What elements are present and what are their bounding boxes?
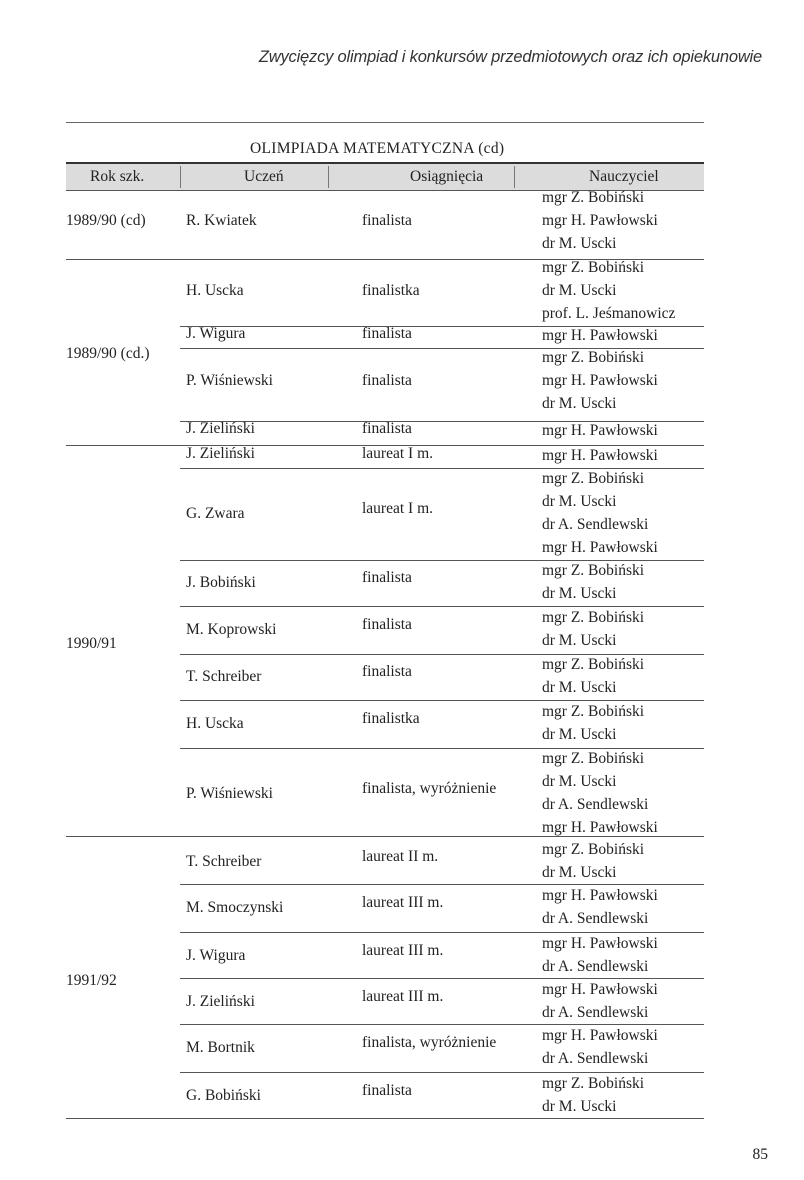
student-name: J. Wigura	[186, 946, 246, 964]
teacher-name: prof. L. Jeśmanowicz	[542, 305, 676, 322]
teacher-name: mgr H. Pawłowski	[542, 1027, 658, 1044]
achievement: finalista	[362, 420, 412, 437]
teacher-name: dr A. Sendlewski	[542, 796, 649, 813]
teacher-name: mgr H. Pawłowski	[542, 819, 658, 836]
header-separator	[514, 166, 515, 188]
teacher-name: mgr Z. Bobiński	[542, 349, 645, 366]
teacher-name: dr A. Sendlewski	[542, 516, 649, 533]
teacher-name: mgr H. Pawłowski	[542, 327, 658, 344]
achievement: laureat III m.	[362, 987, 444, 1005]
student-name: J. Zieliński	[186, 445, 255, 462]
student-name: M. Smoczynski	[186, 898, 284, 916]
school-year: 1991/92	[66, 972, 117, 989]
student-name: P. Wiśniewski	[186, 784, 273, 802]
achievement: finalista	[362, 212, 412, 229]
teacher-name: dr M. Uscki	[542, 632, 617, 649]
row-divider	[180, 326, 704, 327]
teacher-name: dr M. Uscki	[542, 679, 617, 696]
achievement: finalista, wyróżnienie	[362, 1033, 497, 1051]
student-name: J. Bobiński	[186, 573, 256, 591]
row-divider	[180, 468, 704, 469]
teacher-name: dr M. Uscki	[542, 282, 617, 299]
row-divider	[180, 1024, 704, 1025]
row-divider	[180, 606, 704, 607]
section-title: OLIMPIADA MATEMATYCZNA (cd)	[250, 140, 505, 157]
teacher-name: dr M. Uscki	[542, 864, 617, 881]
achievement: laureat I m.	[362, 445, 434, 462]
teacher-name: dr M. Uscki	[542, 235, 617, 252]
teacher-name: dr M. Uscki	[542, 773, 617, 790]
teacher-name: mgr H. Pawłowski	[542, 539, 658, 556]
achievement: laureat I m.	[362, 499, 434, 517]
teacher-name: dr M. Uscki	[542, 493, 617, 510]
column-header-student: Uczeń	[244, 168, 284, 185]
achievement: finalistka	[362, 282, 420, 299]
row-divider	[66, 259, 704, 260]
student-name: J. Wigura	[186, 325, 246, 342]
achievement: finalista	[362, 662, 412, 680]
achievement: finalistka	[362, 709, 420, 727]
row-divider	[180, 978, 704, 979]
row-divider	[180, 932, 704, 933]
student-name: J. Zieliński	[186, 992, 255, 1010]
row-divider	[180, 884, 704, 885]
teacher-name: mgr Z. Bobiński	[542, 750, 645, 767]
row-divider	[180, 654, 704, 655]
teacher-name: dr M. Uscki	[542, 1098, 617, 1115]
header-separator	[328, 166, 329, 188]
student-name: T. Schreiber	[186, 852, 262, 870]
achievement: finalista	[362, 615, 412, 633]
row-divider	[180, 748, 704, 749]
teacher-name: mgr Z. Bobiński	[542, 189, 645, 206]
column-header-year: Rok szk.	[90, 168, 145, 185]
teacher-name: mgr Z. Bobiński	[542, 609, 645, 626]
student-name: G. Zwara	[186, 504, 245, 522]
achievement: laureat III m.	[362, 941, 444, 959]
teacher-name: mgr Z. Bobiński	[542, 562, 645, 579]
teacher-name: mgr H. Pawłowski	[542, 447, 658, 464]
achievement: finalista	[362, 372, 412, 389]
student-name: M. Koprowski	[186, 620, 277, 638]
column-header-teacher: Nauczyciel	[589, 168, 659, 185]
school-year: 1989/90 (cd)	[66, 212, 146, 229]
school-year: 1989/90 (cd.)	[66, 345, 150, 362]
teacher-name: dr A. Sendlewski	[542, 958, 649, 975]
teacher-name: dr A. Sendlewski	[542, 1004, 649, 1021]
row-divider	[66, 445, 704, 446]
teacher-name: dr M. Uscki	[542, 726, 617, 743]
student-name: R. Kwiatek	[186, 212, 257, 229]
teacher-name: mgr Z. Bobiński	[542, 841, 645, 858]
teacher-name: mgr H. Pawłowski	[542, 981, 658, 998]
student-name: J. Zieliński	[186, 420, 255, 437]
teacher-name: mgr Z. Bobiński	[542, 703, 645, 720]
row-divider	[180, 421, 704, 422]
top-rule	[66, 122, 704, 123]
achievement: finalista	[362, 568, 412, 586]
teacher-name: mgr H. Pawłowski	[542, 935, 658, 952]
teacher-name: mgr Z. Bobiński	[542, 470, 645, 487]
teacher-name: mgr H. Pawłowski	[542, 372, 658, 389]
student-name: P. Wiśniewski	[186, 372, 273, 389]
teacher-name: dr M. Uscki	[542, 395, 617, 412]
student-name: H. Uscka	[186, 714, 244, 732]
student-name: G. Bobiński	[186, 1086, 261, 1104]
row-divider	[66, 836, 704, 837]
student-name: H. Uscka	[186, 282, 244, 299]
teacher-name: mgr Z. Bobiński	[542, 656, 645, 673]
achievement: finalista	[362, 325, 412, 342]
teacher-name: mgr H. Pawłowski	[542, 887, 658, 904]
achievement: finalista, wyróżnienie	[362, 779, 497, 797]
achievement: laureat II m.	[362, 847, 439, 865]
row-divider	[180, 560, 704, 561]
teacher-name: dr A. Sendlewski	[542, 910, 649, 927]
row-divider	[180, 348, 704, 349]
column-header-achievement: Osiągnięcia	[410, 168, 484, 185]
teacher-name: mgr H. Pawłowski	[542, 422, 658, 439]
student-name: M. Bortnik	[186, 1038, 255, 1056]
school-year: 1990/91	[66, 635, 117, 652]
header-separator	[180, 166, 181, 188]
achievement: finalista	[362, 1081, 412, 1099]
teacher-name: dr M. Uscki	[542, 585, 617, 602]
teacher-name: mgr H. Pawłowski	[542, 212, 658, 229]
row-divider	[180, 1072, 704, 1073]
teacher-name: dr A. Sendlewski	[542, 1050, 649, 1067]
achievement: laureat III m.	[362, 893, 444, 911]
row-divider	[66, 1118, 704, 1119]
row-divider	[180, 700, 704, 701]
page-number: 85	[752, 1146, 768, 1163]
running-head: Zwycięzcy olimpiad i konkursów przedmiotowych oraz ich opiekunowie	[258, 48, 762, 66]
teacher-name: mgr Z. Bobiński	[542, 1075, 645, 1092]
teacher-name: mgr Z. Bobiński	[542, 259, 645, 276]
student-name: T. Schreiber	[186, 667, 262, 685]
